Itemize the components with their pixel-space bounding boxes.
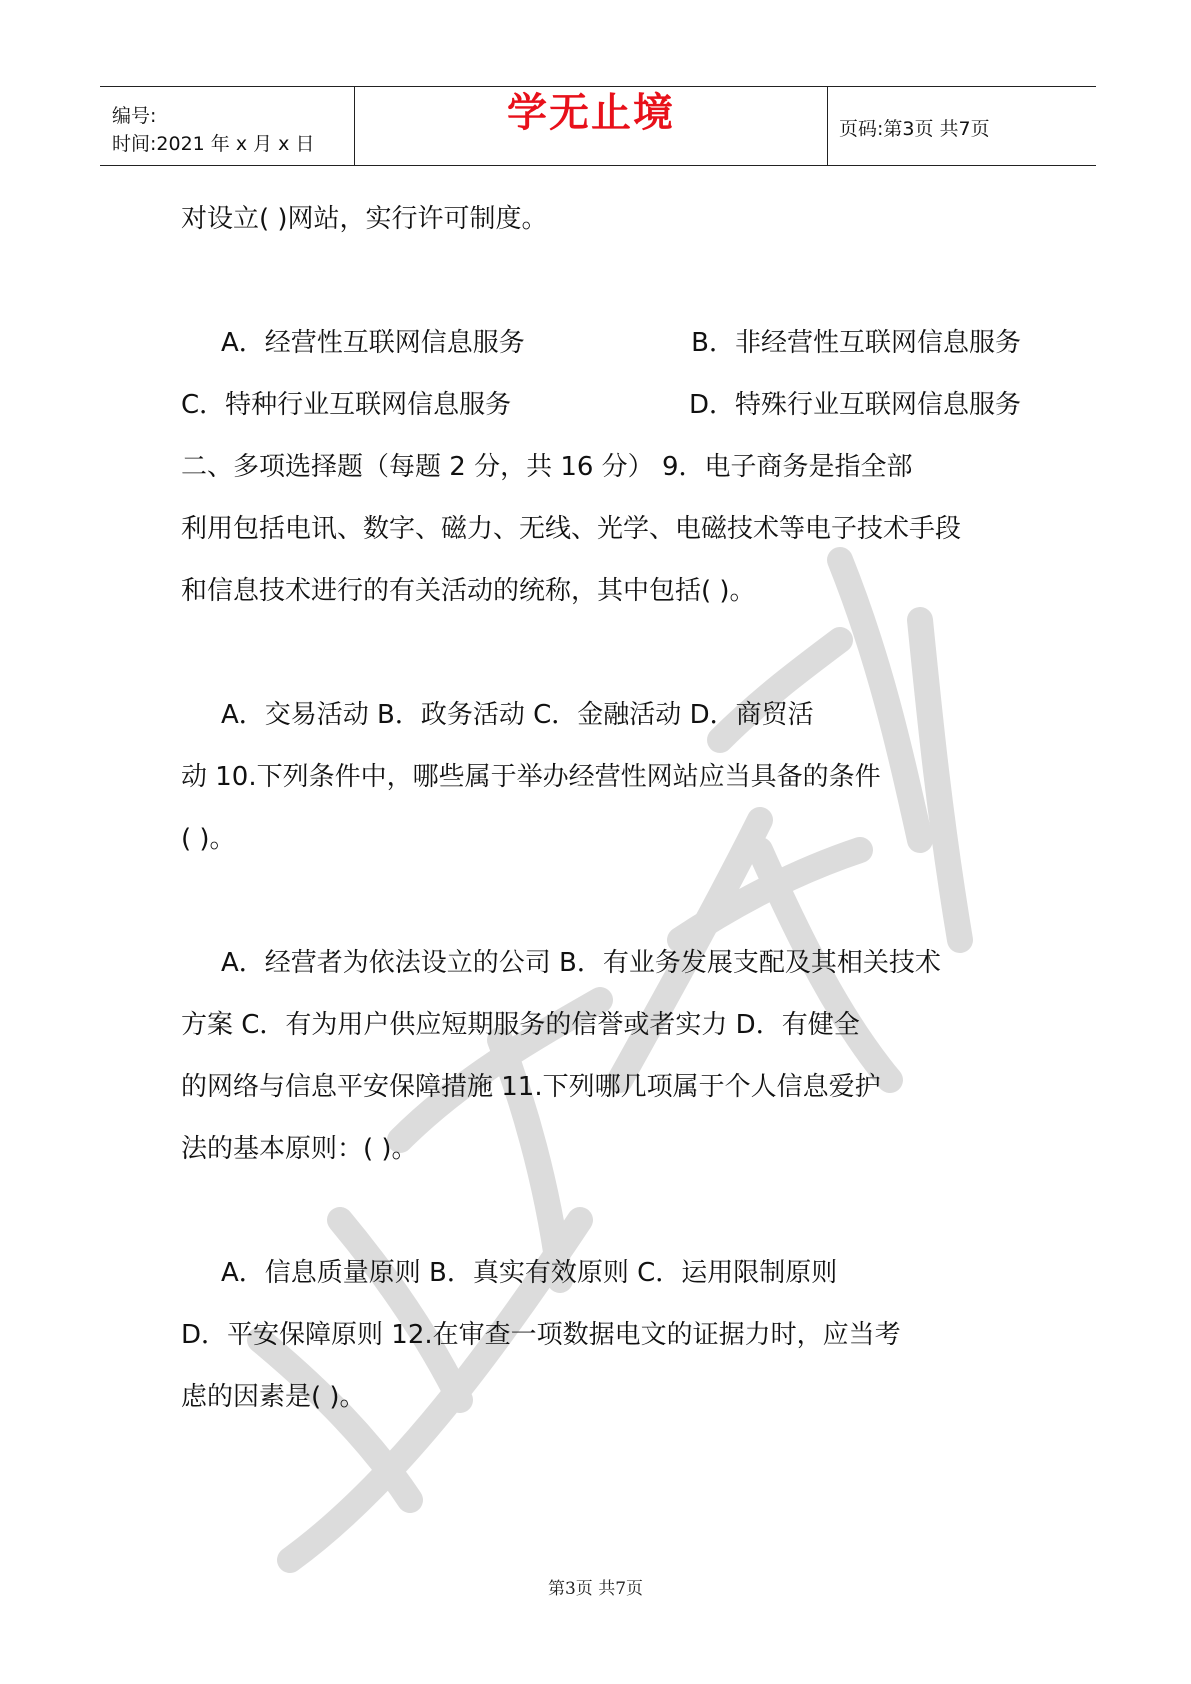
brand-title: 学无止境 xyxy=(507,90,675,136)
question-text: 法的基本原则：( )。 xyxy=(181,1134,418,1164)
header-brand-cell xyxy=(354,87,828,165)
question-text: 利用包括电讯、数字、磁力、无线、光学、电磁技术等电子技术手段 xyxy=(181,514,962,544)
header-page-info: 页码:第3页 共7页 xyxy=(839,118,990,140)
options-line: 的网络与信息平安保障措施 11.下列哪几项属于个人信息爱护 xyxy=(181,1072,881,1102)
question-text: 和信息技术进行的有关活动的统称，其中包括( )。 xyxy=(181,576,756,606)
question-text: 对设立( )网站，实行许可制度。 xyxy=(181,204,548,234)
section-heading: 二、多项选择题（每题 2 分，共 16 分） 9．电子商务是指全部 xyxy=(181,452,913,482)
document-body xyxy=(181,188,1021,1428)
options-row xyxy=(181,374,1021,436)
header-page-cell xyxy=(827,87,1096,165)
options-line: A．交易活动 B．政务活动 C．金融活动 D．商贸活 xyxy=(221,700,814,730)
options-row xyxy=(181,312,1021,374)
document-time-label: 时间:2021 年 x 月 x 日 xyxy=(112,133,315,155)
header-meta-cell xyxy=(100,87,354,165)
question-text: 虑的因素是( )。 xyxy=(181,1382,366,1412)
question-text: 动 10.下列条件中，哪些属于举办经营性网站应当具备的条件 xyxy=(181,762,881,792)
option-c: C．特种行业互联网信息服务 xyxy=(181,390,512,420)
options-line: 方案 C．有为用户供应短期服务的信誉或者实力 D．有健全 xyxy=(181,1010,860,1040)
question-text: ( )。 xyxy=(181,824,236,854)
option-b: B．非经营性互联网信息服务 xyxy=(691,328,1021,358)
options-line: D．平安保障原则 12.在审查一项数据电文的证据力时，应当考 xyxy=(181,1320,901,1350)
options-line: A．信息质量原则 B．真实有效原则 C．运用限制原则 xyxy=(221,1258,838,1288)
option-d: D．特殊行业互联网信息服务 xyxy=(688,390,1021,420)
document-number-label: 编号: xyxy=(112,105,157,127)
page-footer: 第3页 共7页 xyxy=(547,1579,644,1599)
options-line: A．经营者为依法设立的公司 B．有业务发展支配及其相关技术 xyxy=(221,948,941,978)
option-a: A．经营性互联网信息服务 xyxy=(221,328,525,358)
document-header xyxy=(100,86,1096,166)
